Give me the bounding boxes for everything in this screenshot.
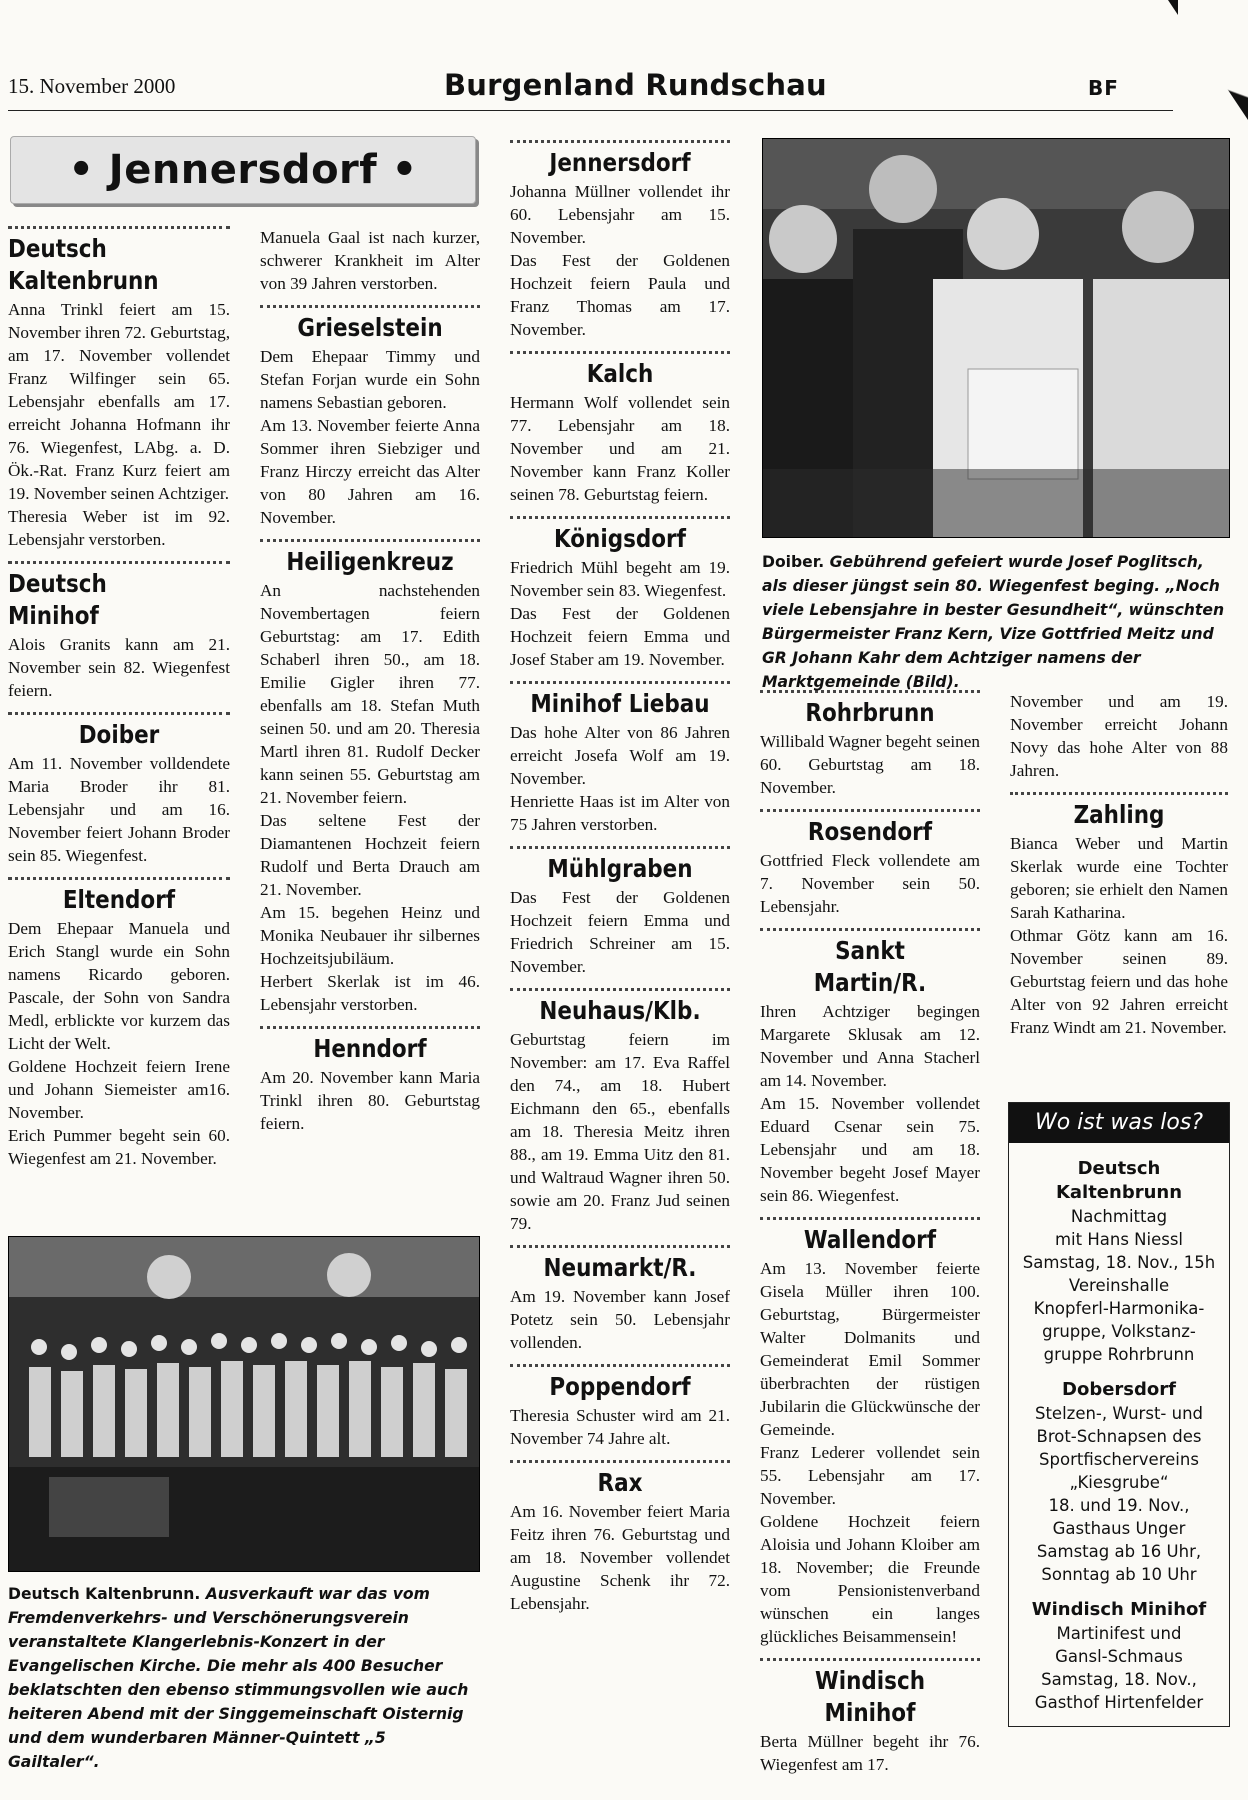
article-text: Am 19. November kann Josef Potetz sein 50. Lebensjahr vollenden. <box>510 1287 730 1352</box>
article-text: An nachstehenden Novembertagen feiern Geburtstag: am 17. Edith Schaberl ihren 50., am 18. Emilie Gigler ihren 77. ebenfalls am 18. Stefan Muth seinen 50. und am 20. Theresia Martl ihren 81. Rudolf Decker kann seinen 55. Geburtstag am 21. November feiern. <box>260 581 480 807</box>
article-text: Dem Ehepaar Timmy und Stefan Forjan wurde ein Sohn namens Sebastian geboren. <box>260 347 480 412</box>
event-place: Windisch Minihof <box>1031 1599 1207 1620</box>
concert-photo-image <box>9 1237 479 1571</box>
section-heading: Poppendorf <box>549 1372 691 1401</box>
ceremony-photo <box>762 138 1230 538</box>
article-text: Othmar Götz kann am 16. November seinen 89. Geburtstag feiern und das hohe Alter von 92 Jahren erreicht Franz Windt am 21. November. <box>1010 926 1228 1037</box>
article-text: Gottfried Fleck vollendete am 7. November sein 50. Lebensjahr. <box>760 851 980 916</box>
concert-photo <box>8 1236 480 1572</box>
event-line: Nachmittag <box>1070 1207 1168 1226</box>
section-heading: Henndorf <box>313 1034 427 1063</box>
dotted-divider <box>760 928 980 931</box>
event-line: gruppe Rohrbrunn <box>1043 1345 1195 1364</box>
article-text: Dem Ehepaar Manuela und Erich Stangl wurde ein Sohn namens Ricardo geboren. Pascale, der Sohn von Sandra Medl, erblickte vor kurzem das Licht der Welt. <box>8 919 230 1053</box>
article-text: Erich Pummer begeht sein 60. Wiegenfest am 21. November. <box>8 1126 230 1168</box>
dotted-divider <box>510 988 730 991</box>
article-text: November und am 19. November erreicht Johann Novy das hohe Alter von 88 Jahren. <box>1010 692 1228 780</box>
event-line: „Kiesgrube“ <box>1069 1473 1169 1492</box>
infobox-body <box>1009 1143 1229 1726</box>
dotted-divider <box>760 1217 980 1220</box>
article-text: Das seltene Fest der Diamantenen Hochzeit feiern Rudolf und Berta Drauch am 21. November. <box>260 811 480 899</box>
dotted-divider <box>510 1364 730 1367</box>
article-text: Franz Lederer vollendet sein 55. Lebensjahr am 17. November. <box>760 1443 980 1508</box>
photo-caption-kaltenbrunn <box>8 1582 478 1774</box>
article-text: Das hohe Alter von 86 Jahren erreicht Josefa Wolf am 19. November. <box>510 723 730 788</box>
article-text: Am 15. November vollendet Eduard Csenar sein 75. Lebensjahr und am 18. November begeht Josef Mayer sein 86. Wiegenfest. <box>760 1094 980 1205</box>
section-heading: Minihof Liebau <box>530 689 710 718</box>
section-heading: Windisch Minihof <box>815 1666 925 1727</box>
infobox-title: Wo ist was los? <box>1009 1103 1229 1143</box>
article-text: Am 11. November volldendete Maria Broder ihr 81. Lebensjahr und am 16. November feiert Johann Broder sein 85. Wiegenfest. <box>8 754 230 865</box>
article-text: Das Fest der Goldenen Hochzeit feiern Emma und Friedrich Schreiner am 15. November. <box>510 888 730 976</box>
caption-lead: Deutsch Kaltenbrunn. <box>8 1585 201 1603</box>
event-line: Stelzen-, Wurst- und <box>1034 1404 1203 1423</box>
section-heading: Sankt Martin/R. <box>813 936 927 997</box>
caption-lead: Doiber. <box>762 553 825 571</box>
section-heading: Königsdorf <box>553 524 687 553</box>
masthead <box>8 66 1173 111</box>
article-text: Am 15. begehen Heinz und Monika Neubauer ihr silbernes Hochzeitsjubiläum. <box>260 903 480 968</box>
article-text: Alois Granits kann am 21. November sein 82. Wiegenfest feiern. <box>8 635 230 700</box>
dotted-divider <box>260 305 480 308</box>
event-line: mit Hans Niessl <box>1054 1230 1184 1249</box>
article-text: Willibald Wagner begeht seinen 60. Geburtstag am 18. November. <box>760 732 980 797</box>
section-heading: Jennersdorf <box>549 148 691 177</box>
event-line: Vereinshalle <box>1068 1276 1170 1295</box>
article-text: Goldene Hochzeit feiern Irene und Johann Siemeister am16. November. <box>8 1057 230 1122</box>
caption-text: Gebührend gefeiert wurde Josef Poglitsch, als dieser jüngst sein 80. Wiegenfest beging. „Noch viele Lebensjahre in bester Gesundheit“, wünschten Bürgermeister Franz Kern, Vize Gottfried Meitz und GR Johann Kahr dem Achtziger namens der Marktgemeinde (Bild). <box>762 553 1225 691</box>
event-line: 18. und 19. Nov., <box>1048 1496 1190 1515</box>
caption-text: Ausverkauft war das vom Fremdenverkehrs- und Verschönerungsverein veranstaltete Klangerlebnis-Konzert in der Evangelischen Kirche. Die mehr als 400 Besucher beklatschten den ebenso stimmungsvollen wie auch heiteren Abend mit der Singgemeinschaft Oisternig und dem wunderbaren Männer-Quintett „5 Gailtaler“. <box>8 1585 469 1771</box>
section-heading: Heiligenkreuz <box>286 547 454 576</box>
article-text: Anna Trinkl feiert am 15. November ihren 72. Geburtstag, am 17. November vollendet Franz Wilfinger sein 65. Lebensjahr ebenfalls am 17. erreicht Johanna Hofmann ihr 76. Wiegenfest, LAbg. a. D. Ök.-Rat. Franz Kurz feiert am 19. November seinen Achtziger. <box>8 300 230 503</box>
dotted-divider <box>510 1460 730 1463</box>
article-text: Am 13. November feierte Anna Sommer ihren Siebziger und Franz Hirczy erreicht das Alter von 80 Jahren am 16. November. <box>260 416 480 527</box>
event-line: Samstag ab 16 Uhr, <box>1036 1542 1202 1561</box>
column-4 <box>760 680 980 1776</box>
event-place: Dobersdorf <box>1062 1379 1176 1400</box>
event-place: Deutsch Kaltenbrunn <box>1055 1158 1183 1203</box>
dotted-divider <box>8 561 230 564</box>
article-text: Herbert Skerlak ist im 46. Lebensjahr verstorben. <box>260 972 480 1014</box>
event-line: Brot-Schnapsen des <box>1036 1427 1202 1446</box>
event-line: Sonntag ab 10 Uhr <box>1041 1565 1197 1584</box>
event-line: Knopferl-Harmonika- <box>1033 1299 1205 1318</box>
article-text: Henriette Haas ist im Alter von 75 Jahren verstorben. <box>510 792 730 834</box>
event-line: gruppe, Volkstanz- <box>1042 1322 1196 1341</box>
dotted-divider <box>760 1658 980 1661</box>
dotted-divider <box>510 140 730 143</box>
section-heading: Zahling <box>1073 800 1165 829</box>
article-text: Das Fest der Goldenen Hochzeit feiern Paula und Franz Thomas am 17. November. <box>510 251 730 339</box>
event-line: Martinifest und <box>1056 1624 1182 1643</box>
event-line: Samstag, 18. Nov., 15h <box>1022 1253 1216 1272</box>
newspaper-title: Burgenland Rundschau <box>444 68 827 102</box>
section-heading: Kalch <box>586 359 654 388</box>
article-text: Theresia Schuster wird am 21. November 74 Jahre alt. <box>510 1406 730 1448</box>
dotted-divider <box>760 809 980 812</box>
event-line: Gansl-Schmaus <box>1055 1647 1183 1666</box>
dotted-divider <box>510 846 730 849</box>
section-heading: Rax <box>597 1468 643 1497</box>
column-2 <box>260 226 480 1135</box>
article-text: Berta Müllner begeht ihr 76. Wiegenfest am 17. <box>760 1732 980 1774</box>
article-text: Am 16. November feiert Maria Feitz ihren 76. Geburtstag und am 18. November vollendet Augustine Schenk ihr 72. Lebensjahr. <box>510 1502 730 1613</box>
dotted-divider <box>510 516 730 519</box>
article-text: Am 20. November kann Maria Trinkl ihren 80. Geburtstag feiern. <box>260 1068 480 1133</box>
section-heading: Rosendorf <box>807 817 933 846</box>
region-banner: • Jennersdorf • <box>10 136 476 204</box>
dotted-divider <box>8 226 230 229</box>
article-text: Theresia Weber ist im 92. Lebensjahr verstorben. <box>8 507 230 549</box>
issue-date: 15. November 2000 <box>8 74 176 98</box>
column-3 <box>510 132 730 1615</box>
article-text: Friedrich Mühl begeht am 19. November sein 83. Wiegenfest. <box>510 558 730 600</box>
article-text: Am 13. November feierte Gisela Müller ihren 100. Geburtstag, Bürgermeister Walter Dolmanits und Gemeinderat Emil Sommer überbrachten der rüstigen Jubilarin die Glückwünsche der Gemeinde. <box>760 1259 980 1439</box>
article-text: Manuela Gaal ist nach kurzer, schwerer Krankheit im Alter von 39 Jahren verstorben. <box>260 228 480 293</box>
section-heading: Doiber <box>78 720 160 749</box>
event-line: Gasthaus Unger <box>1052 1519 1186 1538</box>
dotted-divider <box>1010 792 1228 795</box>
column-1 <box>8 214 230 1170</box>
section-logo: BF <box>1088 76 1119 100</box>
article-text: Bianca Weber und Martin Skerlak wurde eine Tochter geboren; sie erhielt den Namen Sarah Katharina. <box>1010 834 1228 922</box>
article-text: Hermann Wolf vollendet sein 77. Lebensjahr am 18. November und am 21. November kann Franz Koller seinen 78. Geburtstag feiern. <box>510 393 730 504</box>
article-text: Goldene Hochzeit feiern Aloisia und Johann Kloiber am 18. November; die Freunde vom Pensionistenverband wünschen ein langes glückliches Beisammensein! <box>760 1512 980 1646</box>
photo-caption-doiber <box>762 550 1228 694</box>
event-line: Samstag, 18. Nov., <box>1041 1670 1197 1689</box>
section-heading: Neumarkt/R. <box>543 1253 697 1282</box>
section-heading: Eltendorf <box>62 885 176 914</box>
dotted-divider <box>260 539 480 542</box>
events-infobox <box>1008 1102 1230 1727</box>
section-heading: Deutsch Minihof <box>8 569 107 630</box>
section-heading: Deutsch Kaltenbrunn <box>8 234 159 295</box>
event-line: Gasthof Hirtenfelder <box>1034 1693 1204 1712</box>
ceremony-photo-image <box>763 139 1229 537</box>
article-text: Geburtstag feiern im November: am 17. Eva Raffel den 74., am 18. Hubert Eichmann den 65., ebenfalls am 18. Theresia Meitz ihren 88., am 19. Emma Uitz den 81. und Waltraud Wagner ihren 50. sowie am 20. Franz Jud seinen 79. <box>510 1030 730 1233</box>
dotted-divider <box>510 351 730 354</box>
event-line: Sportfischervereins <box>1039 1450 1199 1469</box>
page-corner-edge <box>1178 0 1248 150</box>
column-5 <box>1010 690 1228 1039</box>
section-heading: Grieselstein <box>297 313 443 342</box>
section-heading: Mühlgraben <box>547 854 693 883</box>
section-heading: Neuhaus/Klb. <box>539 996 701 1025</box>
dotted-divider <box>8 877 230 880</box>
article-text: Johanna Müllner vollendet ihr 60. Lebensjahr am 15. November. <box>510 182 730 247</box>
section-heading: Wallendorf <box>803 1225 937 1254</box>
article-text: Das Fest der Goldenen Hochzeit feiern Emma und Josef Staber am 19. November. <box>510 604 730 669</box>
dotted-divider <box>510 1245 730 1248</box>
dotted-divider <box>8 712 230 715</box>
dotted-divider <box>510 681 730 684</box>
section-heading: Rohrbrunn <box>805 698 935 727</box>
dotted-divider <box>260 1026 480 1029</box>
article-text: Ihren Achtziger begingen Margarete Sklusak am 12. November und Anna Stacherl am 14. November. <box>760 1002 980 1090</box>
